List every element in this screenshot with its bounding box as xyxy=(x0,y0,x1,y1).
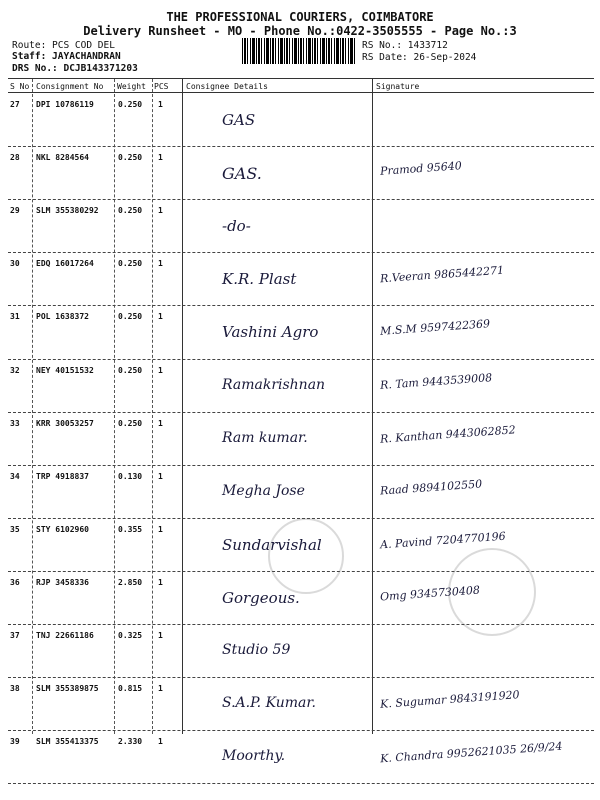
consignee-handwriting: Studio 59 xyxy=(222,642,291,658)
cell-sno: 28 xyxy=(10,153,20,163)
col-divider xyxy=(114,79,115,734)
cell-consignment: NEY 40151532 xyxy=(36,365,94,375)
signature-handwriting: R.Veeran 9865442271 xyxy=(379,263,505,286)
cell-weight: 0.250 xyxy=(118,153,143,163)
drs-label: DRS No.: DCJB143371203 xyxy=(12,63,138,74)
signature-handwriting: Omg 9345730408 xyxy=(379,583,481,604)
cell-pcs: 1 xyxy=(158,100,163,109)
col-header-consignee: Consignee Details xyxy=(186,82,268,91)
row-divider xyxy=(8,146,594,147)
cell-pcs: 1 xyxy=(158,577,163,587)
row-divider xyxy=(8,783,594,784)
cell-pcs: 1 xyxy=(158,206,163,216)
cell-consignment: NKL 8284564 xyxy=(36,153,89,163)
col-header-signature: Signature xyxy=(376,82,420,91)
col-header-weight: Weight xyxy=(117,82,146,91)
document-title: THE PROFESSIONAL COURIERS, COIMBATORE xyxy=(166,10,434,24)
consignee-handwriting: Gorgeous. xyxy=(222,588,300,607)
row-divider xyxy=(8,465,594,466)
row-divider xyxy=(8,305,594,306)
row-divider xyxy=(8,359,594,360)
stamp-mark xyxy=(268,518,344,594)
cell-weight: 0.130 xyxy=(118,471,143,481)
cell-pcs: 1 xyxy=(158,684,163,694)
col-header-pcs: PCS xyxy=(154,82,169,91)
signature-handwriting: M.S.M 9597422369 xyxy=(379,317,491,339)
cell-sno: 37 xyxy=(10,631,20,640)
cell-sno: 34 xyxy=(10,471,20,481)
route-label: Route: PCS COD DEL xyxy=(12,40,115,51)
cell-pcs: 1 xyxy=(158,259,163,269)
col-divider xyxy=(372,79,373,734)
cell-weight: 0.250 xyxy=(118,259,143,269)
consignee-handwriting: Sundarvishal xyxy=(222,535,322,554)
cell-consignment: TRP 4918837 xyxy=(36,471,89,481)
cell-sno: 35 xyxy=(10,524,20,534)
cell-weight: 0.355 xyxy=(118,524,143,534)
consignee-handwriting: GAS xyxy=(222,111,256,129)
cell-consignment: TNJ 22661186 xyxy=(36,631,94,640)
consignee-handwriting: Moorthy. xyxy=(222,748,286,765)
cell-consignment: KRR 30053257 xyxy=(36,418,94,428)
consignee-handwriting: S.A.P. Kumar. xyxy=(222,695,316,712)
col-divider xyxy=(152,79,153,734)
cell-pcs: 1 xyxy=(158,418,163,428)
row-divider xyxy=(8,518,594,519)
table-top-border xyxy=(8,78,594,79)
cell-consignment: POL 1638372 xyxy=(36,312,89,322)
cell-pcs: 1 xyxy=(158,365,163,375)
cell-weight: 0.250 xyxy=(118,418,143,428)
signature-handwriting: R. Kanthan 9443062852 xyxy=(379,422,517,446)
consignee-handwriting: Vashini Agro xyxy=(222,323,319,342)
rs-date-label: RS Date: 26-Sep-2024 xyxy=(362,52,477,63)
row-divider xyxy=(8,199,594,200)
signature-handwriting: Raad 9894102550 xyxy=(379,477,483,498)
row-divider xyxy=(8,624,594,625)
signature-handwriting: A. Pavind 7204770196 xyxy=(379,529,507,552)
cell-sno: 33 xyxy=(10,418,20,428)
rs-no-label: RS No.: 1433712 xyxy=(362,40,448,51)
cell-sno: 29 xyxy=(10,206,20,216)
consignee-handwriting: K.R. Plast xyxy=(222,270,297,289)
cell-sno: 36 xyxy=(10,577,20,587)
cell-weight: 2.330 xyxy=(118,737,143,747)
cell-consignment: STY 6102960 xyxy=(36,524,89,534)
cell-consignment: SLM 355413375 xyxy=(36,737,99,747)
cell-sno: 31 xyxy=(10,312,20,322)
col-divider xyxy=(182,79,183,734)
consignee-handwriting: GAS. xyxy=(222,164,262,184)
cell-sno: 32 xyxy=(10,365,20,375)
cell-consignment: DPI 10786119 xyxy=(36,100,94,109)
cell-weight: 2.850 xyxy=(118,577,143,587)
consignee-handwriting: -do- xyxy=(222,217,251,236)
row-divider xyxy=(8,677,594,678)
cell-consignment: SLM 355389875 xyxy=(36,684,99,694)
col-divider xyxy=(32,79,33,734)
signature-handwriting: K. Sugumar 9843191920 xyxy=(379,688,520,711)
row-divider xyxy=(8,412,594,413)
signature-handwriting: K. Chandra 9952621035 26/9/24 xyxy=(379,739,563,766)
row-divider xyxy=(8,571,594,572)
cell-weight: 0.250 xyxy=(118,206,143,216)
cell-sno: 27 xyxy=(10,100,20,109)
cell-pcs: 1 xyxy=(158,312,163,322)
cell-pcs: 1 xyxy=(158,524,163,534)
cell-consignment: EDQ 16017264 xyxy=(36,259,94,269)
cell-pcs: 1 xyxy=(158,737,163,747)
cell-consignment: SLM 355380292 xyxy=(36,206,99,216)
row-divider xyxy=(8,730,594,731)
document-subtitle: Delivery Runsheet - MO - Phone No.:0422-3505555 - Page No.:3 xyxy=(83,24,517,38)
signature-handwriting: Pramod 95640 xyxy=(379,159,463,178)
cell-weight: 0.250 xyxy=(118,365,143,375)
table-header-border xyxy=(8,92,594,93)
cell-consignment: RJP 3458336 xyxy=(36,577,89,587)
cell-pcs: 1 xyxy=(158,153,163,163)
signature-handwriting: R. Tam 9443539008 xyxy=(379,370,493,392)
row-divider xyxy=(8,252,594,253)
consignee-handwriting: Ramakrishnan xyxy=(222,376,326,393)
cell-weight: 0.250 xyxy=(118,312,143,322)
consignee-handwriting: Ram kumar. xyxy=(222,429,308,446)
cell-pcs: 1 xyxy=(158,631,163,640)
cell-sno: 39 xyxy=(10,737,20,747)
cell-weight: 0.325 xyxy=(118,631,143,640)
cell-sno: 38 xyxy=(10,684,20,694)
cell-weight: 0.250 xyxy=(118,100,143,109)
staff-label: Staff: JAYACHANDRAN xyxy=(12,51,121,62)
col-header-consignment: Consignment No xyxy=(36,82,104,91)
col-header-sno: S No xyxy=(10,82,30,91)
cell-pcs: 1 xyxy=(158,471,163,481)
cell-weight: 0.815 xyxy=(118,684,143,694)
cell-sno: 30 xyxy=(10,259,20,269)
barcode xyxy=(242,38,356,64)
consignee-handwriting: Megha Jose xyxy=(222,482,305,499)
